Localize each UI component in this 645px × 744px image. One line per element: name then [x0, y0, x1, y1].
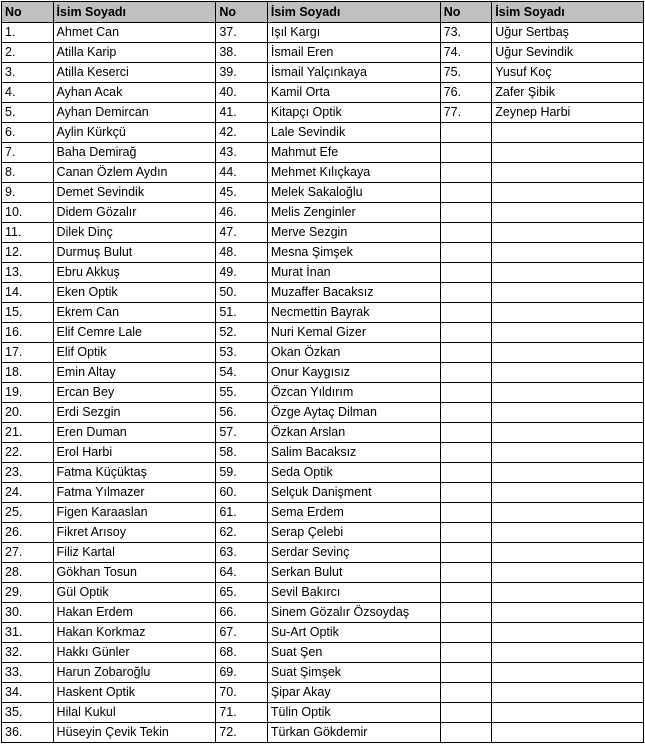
cell-name: Zeynep Harbi	[492, 103, 644, 123]
cell-no: 45.	[216, 183, 268, 203]
cell-no: 46.	[216, 203, 268, 223]
table-header-row	[2, 2, 644, 23]
cell-no: 4.	[2, 83, 54, 103]
cell-name: Mehmet Kılıçkaya	[267, 163, 440, 183]
cell-no: 16.	[2, 323, 54, 343]
cell-name: Uğur Sevindik	[492, 43, 644, 63]
cell-no: 42.	[216, 123, 268, 143]
cell-no	[440, 583, 492, 603]
cell-name: Gül Optik	[53, 583, 216, 603]
cell-no: 20.	[2, 403, 54, 423]
cell-name: İsmail Yalçınkaya	[267, 63, 440, 83]
cell-no: 72.	[216, 723, 268, 743]
cell-name	[492, 423, 644, 443]
table-row	[2, 563, 644, 583]
cell-no: 56.	[216, 403, 268, 423]
table-row	[2, 683, 644, 703]
cell-no: 65.	[216, 583, 268, 603]
cell-name: Atilla Karip	[53, 43, 216, 63]
cell-name: Ercan Bey	[53, 383, 216, 403]
cell-no: 52.	[216, 323, 268, 343]
cell-name: Ayhan Demircan	[53, 103, 216, 123]
table-row	[2, 303, 644, 323]
cell-name	[492, 643, 644, 663]
cell-name: Sinem Gözalır Özsoydaş	[267, 603, 440, 623]
cell-no	[440, 403, 492, 423]
cell-name: Serap Çelebi	[267, 523, 440, 543]
table-row	[2, 263, 644, 283]
table-row	[2, 383, 644, 403]
cell-name: Harun Zobaroğlu	[53, 663, 216, 683]
table-row	[2, 343, 644, 363]
cell-no	[440, 623, 492, 643]
cell-no: 36.	[2, 723, 54, 743]
cell-name	[492, 503, 644, 523]
cell-name: Erol Harbi	[53, 443, 216, 463]
cell-name: Yusuf Koç	[492, 63, 644, 83]
cell-name: Su-Art Optik	[267, 623, 440, 643]
table-row	[2, 83, 644, 103]
cell-name: Selçuk Danişment	[267, 483, 440, 503]
cell-no: 43.	[216, 143, 268, 163]
cell-no: 33.	[2, 663, 54, 683]
cell-no	[440, 303, 492, 323]
cell-no	[440, 343, 492, 363]
table-row	[2, 703, 644, 723]
cell-no	[440, 383, 492, 403]
cell-no: 35.	[2, 703, 54, 723]
cell-no: 58.	[216, 443, 268, 463]
cell-name	[492, 683, 644, 703]
cell-no: 18.	[2, 363, 54, 383]
cell-no	[440, 703, 492, 723]
cell-name: Elif Cemre Lale	[53, 323, 216, 343]
cell-name	[492, 183, 644, 203]
cell-no	[440, 503, 492, 523]
cell-name: Nuri Kemal Gizer	[267, 323, 440, 343]
cell-no	[440, 223, 492, 243]
cell-no: 6.	[2, 123, 54, 143]
cell-no	[440, 243, 492, 263]
cell-name	[492, 543, 644, 563]
cell-no	[440, 123, 492, 143]
header-name-3: İsim Soyadı	[492, 2, 644, 23]
table-row	[2, 643, 644, 663]
cell-no: 38.	[216, 43, 268, 63]
cell-name: Özcan Yıldırım	[267, 383, 440, 403]
cell-name	[492, 243, 644, 263]
cell-name: Tülin Optik	[267, 703, 440, 723]
cell-no: 44.	[216, 163, 268, 183]
cell-no	[440, 603, 492, 623]
cell-no	[440, 323, 492, 343]
table-row	[2, 403, 644, 423]
cell-name	[492, 283, 644, 303]
cell-no: 48.	[216, 243, 268, 263]
cell-no	[440, 463, 492, 483]
table-row	[2, 163, 644, 183]
cell-no: 73.	[440, 23, 492, 43]
cell-no: 7.	[2, 143, 54, 163]
cell-no: 2.	[2, 43, 54, 63]
cell-name	[492, 563, 644, 583]
cell-name: Ebru Akkuş	[53, 263, 216, 283]
cell-no	[440, 163, 492, 183]
cell-name	[492, 363, 644, 383]
cell-name: Mesna Şimşek	[267, 243, 440, 263]
cell-no: 24.	[2, 483, 54, 503]
cell-name	[492, 163, 644, 183]
header-no-3: No	[440, 2, 492, 23]
cell-name: Necmettin Bayrak	[267, 303, 440, 323]
table-row	[2, 443, 644, 463]
cell-no: 64.	[216, 563, 268, 583]
cell-name: Fatma Küçüktaş	[53, 463, 216, 483]
cell-name: Mahmut Efe	[267, 143, 440, 163]
cell-name	[492, 523, 644, 543]
cell-no: 62.	[216, 523, 268, 543]
cell-no: 17.	[2, 343, 54, 363]
cell-no: 39.	[216, 63, 268, 83]
cell-no: 41.	[216, 103, 268, 123]
cell-name: İsmail Eren	[267, 43, 440, 63]
cell-no: 21.	[2, 423, 54, 443]
cell-name: Işıl Kargı	[267, 23, 440, 43]
cell-no: 51.	[216, 303, 268, 323]
cell-no: 50.	[216, 283, 268, 303]
cell-no: 40.	[216, 83, 268, 103]
cell-no: 23.	[2, 463, 54, 483]
cell-no: 47.	[216, 223, 268, 243]
cell-no	[440, 183, 492, 203]
cell-name: Fikret Arısoy	[53, 523, 216, 543]
cell-name	[492, 583, 644, 603]
cell-no	[440, 283, 492, 303]
table-row	[2, 23, 644, 43]
cell-no	[440, 423, 492, 443]
cell-no: 70.	[216, 683, 268, 703]
cell-name: Özkan Arslan	[267, 423, 440, 443]
table-row	[2, 143, 644, 163]
cell-no: 25.	[2, 503, 54, 523]
cell-name: Filiz Kartal	[53, 543, 216, 563]
cell-no: 10.	[2, 203, 54, 223]
table-row	[2, 583, 644, 603]
cell-name: Elif Optik	[53, 343, 216, 363]
cell-no: 59.	[216, 463, 268, 483]
cell-name: Türkan Gökdemir	[267, 723, 440, 743]
table-row	[2, 363, 644, 383]
cell-name: Lale Sevindik	[267, 123, 440, 143]
cell-name: Hilal Kukul	[53, 703, 216, 723]
table-row	[2, 463, 644, 483]
cell-no: 60.	[216, 483, 268, 503]
cell-no: 67.	[216, 623, 268, 643]
table-row	[2, 243, 644, 263]
cell-no: 68.	[216, 643, 268, 663]
cell-no	[440, 363, 492, 383]
cell-name: Haskent Optik	[53, 683, 216, 703]
cell-name	[492, 123, 644, 143]
header-name-1: İsim Soyadı	[53, 2, 216, 23]
cell-name: Murat İnan	[267, 263, 440, 283]
cell-no: 30.	[2, 603, 54, 623]
table-row	[2, 223, 644, 243]
cell-name: Merve Sezgin	[267, 223, 440, 243]
cell-no	[440, 683, 492, 703]
cell-no: 49.	[216, 263, 268, 283]
cell-no: 66.	[216, 603, 268, 623]
cell-name	[492, 143, 644, 163]
cell-name: Kitapçı Optik	[267, 103, 440, 123]
cell-no: 34.	[2, 683, 54, 703]
cell-name	[492, 263, 644, 283]
cell-no: 32.	[2, 643, 54, 663]
cell-name: Okan Özkan	[267, 343, 440, 363]
cell-no	[440, 203, 492, 223]
table-row	[2, 623, 644, 643]
participant-table	[1, 1, 644, 743]
table-row	[2, 283, 644, 303]
cell-no: 13.	[2, 263, 54, 283]
cell-name: Figen Karaaslan	[53, 503, 216, 523]
cell-no: 1.	[2, 23, 54, 43]
cell-no	[440, 663, 492, 683]
table-row	[2, 423, 644, 443]
cell-name: Aylin Kürkçü	[53, 123, 216, 143]
table-row	[2, 503, 644, 523]
cell-name: Dilek Dinç	[53, 223, 216, 243]
cell-name: Hakkı Günler	[53, 643, 216, 663]
cell-name: Demet Sevindik	[53, 183, 216, 203]
header-no-2: No	[216, 2, 268, 23]
header-no-1: No	[2, 2, 54, 23]
cell-name	[492, 443, 644, 463]
table-row	[2, 63, 644, 83]
table-row	[2, 483, 644, 503]
cell-no: 63.	[216, 543, 268, 563]
cell-no: 15.	[2, 303, 54, 323]
cell-no: 19.	[2, 383, 54, 403]
cell-name: Suat Şimşek	[267, 663, 440, 683]
table-row	[2, 123, 644, 143]
cell-name: Melis Zenginler	[267, 203, 440, 223]
table-row	[2, 603, 644, 623]
table-row	[2, 543, 644, 563]
cell-no: 28.	[2, 563, 54, 583]
cell-name	[492, 343, 644, 363]
table-row	[2, 203, 644, 223]
cell-no: 37.	[216, 23, 268, 43]
cell-name: Onur Kaygısız	[267, 363, 440, 383]
cell-name	[492, 403, 644, 423]
cell-name	[492, 203, 644, 223]
cell-name: Seda Optik	[267, 463, 440, 483]
cell-name	[492, 483, 644, 503]
table-row	[2, 43, 644, 63]
cell-name: Özge Aytaç Dilman	[267, 403, 440, 423]
cell-name	[492, 703, 644, 723]
cell-name	[492, 663, 644, 683]
cell-no: 22.	[2, 443, 54, 463]
cell-no	[440, 643, 492, 663]
cell-name	[492, 323, 644, 343]
cell-name: Hüseyin Çevik Tekin	[53, 723, 216, 743]
cell-name	[492, 723, 644, 743]
cell-name: Fatma Yılmazer	[53, 483, 216, 503]
cell-name	[492, 623, 644, 643]
cell-name: Uğur Sertbaş	[492, 23, 644, 43]
cell-no: 9.	[2, 183, 54, 203]
cell-no	[440, 563, 492, 583]
cell-name	[492, 383, 644, 403]
cell-name: Hakan Erdem	[53, 603, 216, 623]
cell-name	[492, 223, 644, 243]
header-name-2: İsim Soyadı	[267, 2, 440, 23]
cell-no: 54.	[216, 363, 268, 383]
cell-no: 3.	[2, 63, 54, 83]
cell-name: Ahmet Can	[53, 23, 216, 43]
cell-name: Didem Gözalır	[53, 203, 216, 223]
table-row	[2, 723, 644, 743]
cell-name: Serkan Bulut	[267, 563, 440, 583]
cell-name: Ekrem Can	[53, 303, 216, 323]
cell-name: Eren Duman	[53, 423, 216, 443]
cell-no	[440, 723, 492, 743]
cell-name: Sema Erdem	[267, 503, 440, 523]
cell-name: Melek Sakaloğlu	[267, 183, 440, 203]
cell-name	[492, 603, 644, 623]
cell-no: 77.	[440, 103, 492, 123]
cell-no	[440, 263, 492, 283]
table-body	[2, 23, 644, 743]
table-row	[2, 323, 644, 343]
cell-name: Hakan Korkmaz	[53, 623, 216, 643]
table-row	[2, 663, 644, 683]
cell-no: 74.	[440, 43, 492, 63]
cell-name: Ayhan Acak	[53, 83, 216, 103]
cell-no	[440, 523, 492, 543]
cell-no: 29.	[2, 583, 54, 603]
cell-no	[440, 483, 492, 503]
cell-name	[492, 463, 644, 483]
cell-no	[440, 143, 492, 163]
cell-name: Erdi Sezgin	[53, 403, 216, 423]
cell-name: Emin Altay	[53, 363, 216, 383]
cell-no: 26.	[2, 523, 54, 543]
cell-no: 12.	[2, 243, 54, 263]
cell-name	[492, 303, 644, 323]
cell-no: 27.	[2, 543, 54, 563]
cell-name: Zafer Şibik	[492, 83, 644, 103]
table-row	[2, 523, 644, 543]
table-row	[2, 183, 644, 203]
cell-no: 61.	[216, 503, 268, 523]
cell-no: 69.	[216, 663, 268, 683]
cell-no: 5.	[2, 103, 54, 123]
cell-no: 75.	[440, 63, 492, 83]
cell-no: 55.	[216, 383, 268, 403]
cell-no: 11.	[2, 223, 54, 243]
cell-name: Gökhan Tosun	[53, 563, 216, 583]
cell-name: Kamil Orta	[267, 83, 440, 103]
cell-name: Salim Bacaksız	[267, 443, 440, 463]
cell-no: 53.	[216, 343, 268, 363]
cell-name: Atilla Keserci	[53, 63, 216, 83]
cell-no: 71.	[216, 703, 268, 723]
cell-no	[440, 543, 492, 563]
cell-no: 31.	[2, 623, 54, 643]
cell-name: Durmuş Bulut	[53, 243, 216, 263]
cell-no	[440, 443, 492, 463]
cell-name: Şipar Akay	[267, 683, 440, 703]
cell-name: Baha Demirağ	[53, 143, 216, 163]
cell-name: Suat Şen	[267, 643, 440, 663]
table-row	[2, 103, 644, 123]
cell-no: 76.	[440, 83, 492, 103]
cell-name: Muzaffer Bacaksız	[267, 283, 440, 303]
cell-name: Serdar Sevinç	[267, 543, 440, 563]
cell-no: 57.	[216, 423, 268, 443]
cell-name: Sevil Bakırcı	[267, 583, 440, 603]
cell-name: Eken Optik	[53, 283, 216, 303]
cell-no: 14.	[2, 283, 54, 303]
cell-no: 8.	[2, 163, 54, 183]
cell-name: Canan Özlem Aydın	[53, 163, 216, 183]
